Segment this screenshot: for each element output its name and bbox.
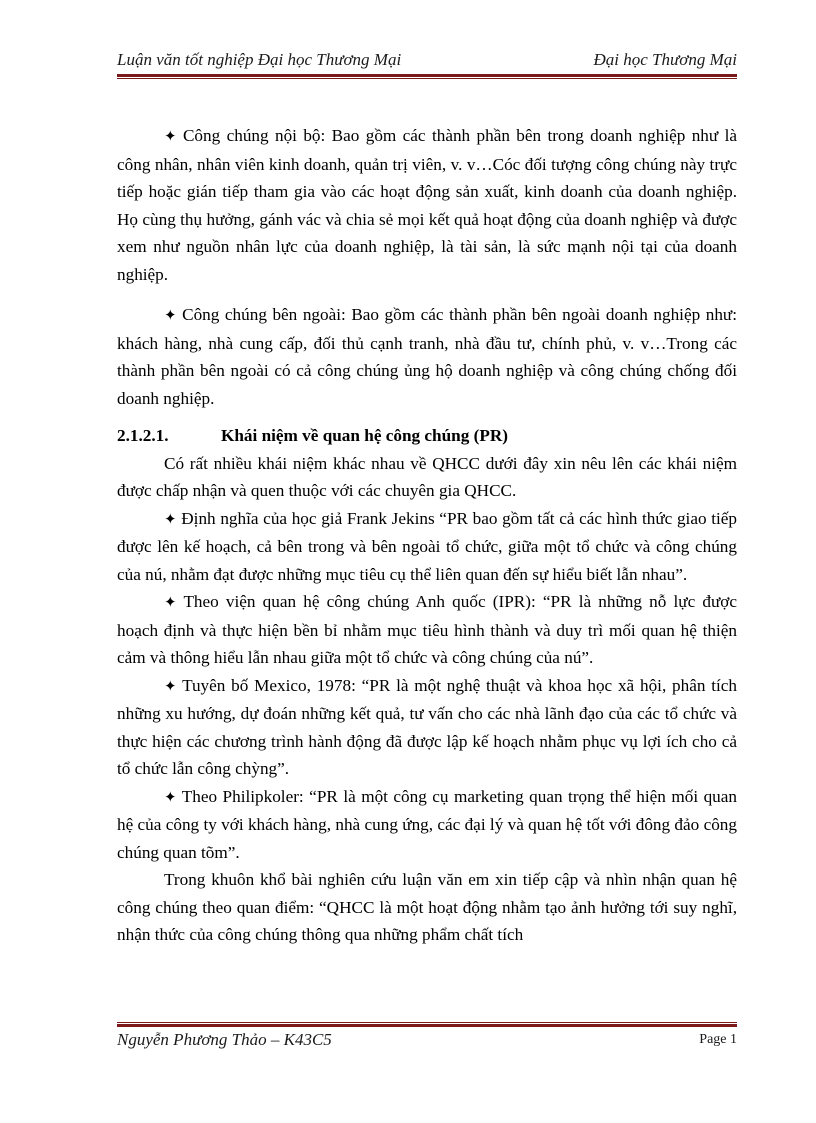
star-bullet-icon: ✦: [164, 509, 177, 528]
paragraph-ipr: [117, 588, 737, 672]
star-bullet-icon: ✦: [164, 127, 177, 145]
paragraph-text: Công chúng bên ngoài: Bao gồm các thành phần bên ngoài doanh nghiệp như: khách hàng, nhà cung cấp, đối thủ cạnh tranh, nhà đầu tư, chính phủ, v. v…Trong các thành phần bên ngoài có cả công chúng ủng hộ doanh nghiệp và công chúng chống đối doanh nghiệp.: [117, 305, 738, 408]
star-bullet-icon: ✦: [164, 593, 177, 611]
paragraph-text: Theo viện quan hệ công chúng Anh quốc (IPR): “PR là những nỗ lực được hoạch định và thực hiện bền bỉ nhằm mục tiêu hình thành và duy trì mối quan hệ thiện cảm và thông hiểu lẫn nhau giữa một tổ chức và công chúng của nú”.: [117, 592, 737, 667]
paragraph-intro: Có rất nhiều khái niệm khác nhau về QHCC dưới đây xin nêu lên các khái niệm được chấp nhận và quen thuộc với các chuyên gia QHCC.: [117, 453, 737, 500]
paragraph-text: Theo Philipkoler: “PR là một công cụ marketing quan trọng thể hiện mối quan hệ của công ty với khách hàng, nhà cung ứng, các đại lý và quan hệ tốt với đông đảo công chúng quan tõm”.: [117, 786, 737, 862]
section-heading: [117, 422, 737, 450]
header-university: Đại học Thương Mại: [593, 50, 737, 69]
star-bullet-icon: ✦: [164, 676, 177, 695]
header-rule: [117, 74, 737, 79]
paragraph-philipkoler: [117, 783, 737, 867]
header-thesis-title: Luận văn tốt nghiệp Đại học Thương Mại: [117, 50, 402, 69]
paragraph-mexico: [117, 672, 737, 783]
paragraph-text: Tuyên bố Mexico, 1978: “PR là một nghệ thuật và khoa học xã hội, phân tích những xu hướng, dự đoán những kết quả, tư vấn cho các nhà lãnh đạo của các tổ chức và thực hiện các chương trình hành động đã được lập kế hoạch nhằm phục vụ lợi ích cho cả tổ chức lẫn công chỳng”.: [117, 675, 737, 778]
page-header: [117, 46, 737, 74]
section-title: Khái niệm về quan hệ công chúng (PR): [221, 426, 508, 445]
star-bullet-icon: ✦: [164, 306, 177, 324]
star-bullet-icon: ✦: [164, 787, 177, 806]
section-number: 2.1.2.1.: [117, 426, 169, 445]
paragraph-conclusion: Trong khuôn khổ bài nghiên cứu luận văn em xin tiếp cập và nhìn nhận quan hệ công chúng theo quan điểm: “QHCC là một hoạt động nhằm tạo ảnh hưởng tới suy nghĩ, nhận thức của công chúng thông qua những phẩm chất tích: [117, 870, 737, 944]
paragraph-text: Định nghĩa của học giả Frank Jekins “PR bao gồm tất cả các hình thức giao tiếp được lên kế hoạch, cả bên trong và bên ngoài tổ chức, giữa một tổ chức và công chúng của nú, nhằm đạt được những mục tiêu cụ thể liên quan đến sự hiểu biết lẫn nhau”.: [117, 508, 738, 584]
document-body: [117, 122, 737, 949]
paragraph-external-public: [117, 301, 737, 412]
paragraph-frank-jekins: [117, 505, 737, 589]
paragraph-text: Công chúng nội bộ: Bao gồm các thành phần bên trong doanh nghiệp như là công nhân, nhân viên kinh doanh, quản trị viên, v. v…Cóc đối tượng công chúng này trực tiếp hoặc gián tiếp tham gia vào các hoạt động sản xuất, kinh doanh của doanh nghiệp. Họ cùng thụ hưởng, gánh vác và chia sẻ mọi kết quả hoạt động của doanh nghiệp và được xem như nguồn nhân lực của doanh nghiệp, là tài sản, là sức mạnh nội tại của doanh nghiệp.: [117, 126, 738, 284]
footer-rule: [117, 1022, 737, 1027]
paragraph-internal-public: [117, 122, 737, 288]
footer-author: Nguyễn Phương Thảo – K43C5: [117, 1030, 332, 1049]
page-number: Page 1: [699, 1032, 737, 1047]
page-footer: [117, 1030, 737, 1054]
